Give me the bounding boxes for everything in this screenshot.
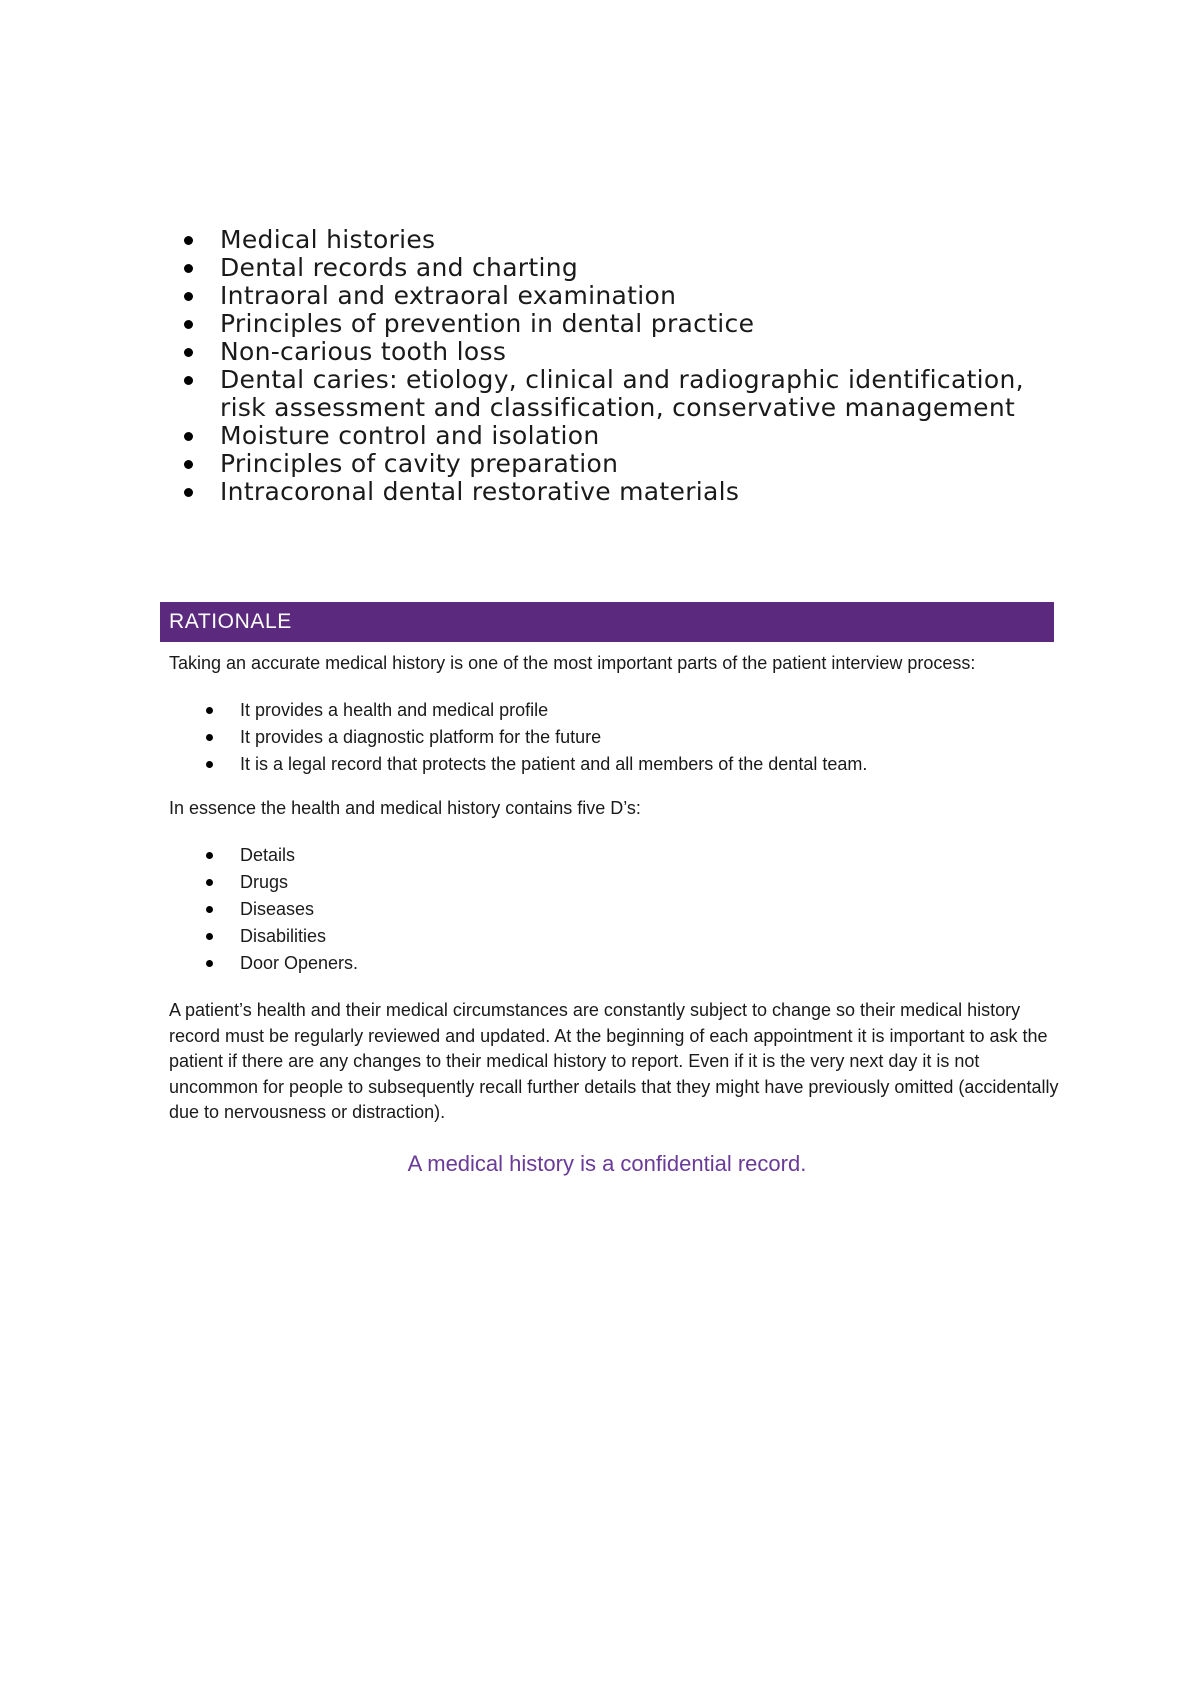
topic-item [180, 366, 1060, 422]
bullet-icon [206, 852, 213, 859]
bullet-icon [184, 376, 193, 385]
list-item [204, 751, 867, 778]
five-ds-intro: In essence the health and medical history contains five D’s: [169, 798, 641, 818]
rationale-heading: RATIONALE [169, 610, 292, 633]
bullet-icon [206, 734, 213, 741]
list-item-text: Drugs [240, 872, 289, 892]
topic-text: Non-carious tooth loss [220, 337, 507, 366]
bullet-icon [184, 292, 193, 301]
topics-list [180, 226, 1060, 506]
topic-text: Dental caries: etiology, clinical and radiographic identification, risk assessment and classification, conservative management [220, 365, 1024, 422]
bullet-icon [206, 906, 213, 913]
bullet-icon [206, 761, 213, 768]
topic-text: Intracoronal dental restorative materials [220, 477, 740, 506]
rationale-heading-bar [160, 602, 1054, 642]
topic-item [180, 282, 1060, 310]
list-item [204, 923, 358, 950]
topic-text: Intraoral and extraoral examination [220, 281, 677, 310]
bullet-icon [206, 960, 213, 967]
bullet-icon [184, 348, 193, 357]
list-item-text: Diseases [240, 899, 315, 919]
topic-text: Dental records and charting [220, 253, 579, 282]
list-item [204, 950, 358, 977]
topic-item [180, 338, 1060, 366]
list-item [204, 697, 867, 724]
list-item [204, 869, 358, 896]
topic-text: Moisture control and isolation [220, 421, 600, 450]
list-item-text: It is a legal record that protects the patient and all members of the dental team. [240, 754, 868, 774]
topic-text: Principles of cavity preparation [220, 449, 619, 478]
confidential-callout: A medical history is a confidential record. [407, 1151, 807, 1176]
bullet-icon [184, 236, 193, 245]
rationale-intro: Taking an accurate medical history is one of the most important parts of the patient interview process: [169, 653, 976, 673]
topic-item [180, 422, 1060, 450]
medical-history-paragraph: A patient’s health and their medical circumstances are constantly subject to change so their medical history record must be regularly reviewed and updated. At the beginning of each appointment it is important to ask the patient if there are any changes to their medical history to report. Even if it is the very next day it is not uncommon for people to subsequently recall further details that they might have previously omitted (accidentally due to nervousness or distraction). [169, 1000, 1059, 1122]
list-item-text: Door Openers. [240, 953, 359, 973]
bullet-icon [184, 488, 193, 497]
bullet-icon [184, 264, 193, 273]
bullet-icon [206, 879, 213, 886]
topic-item [180, 226, 1060, 254]
topic-text: Medical histories [220, 225, 436, 254]
list-item-text: It provides a diagnostic platform for the future [240, 727, 602, 747]
list-item [204, 842, 358, 869]
list-item-text: It provides a health and medical profile [240, 700, 549, 720]
list-item-text: Details [240, 845, 296, 865]
topic-item [180, 310, 1060, 338]
profile-points-list [204, 697, 867, 778]
bullet-icon [184, 320, 193, 329]
list-item [204, 896, 358, 923]
list-item-text: Disabilities [240, 926, 327, 946]
five-ds-list [204, 842, 358, 977]
bullet-icon [206, 707, 213, 714]
bullet-icon [206, 933, 213, 940]
topic-item [180, 254, 1060, 282]
bullet-icon [184, 432, 193, 441]
bullet-icon [184, 460, 193, 469]
topic-text: Principles of prevention in dental practice [220, 309, 755, 338]
list-item [204, 724, 867, 751]
topic-item [180, 450, 1060, 478]
topic-item [180, 478, 1060, 506]
